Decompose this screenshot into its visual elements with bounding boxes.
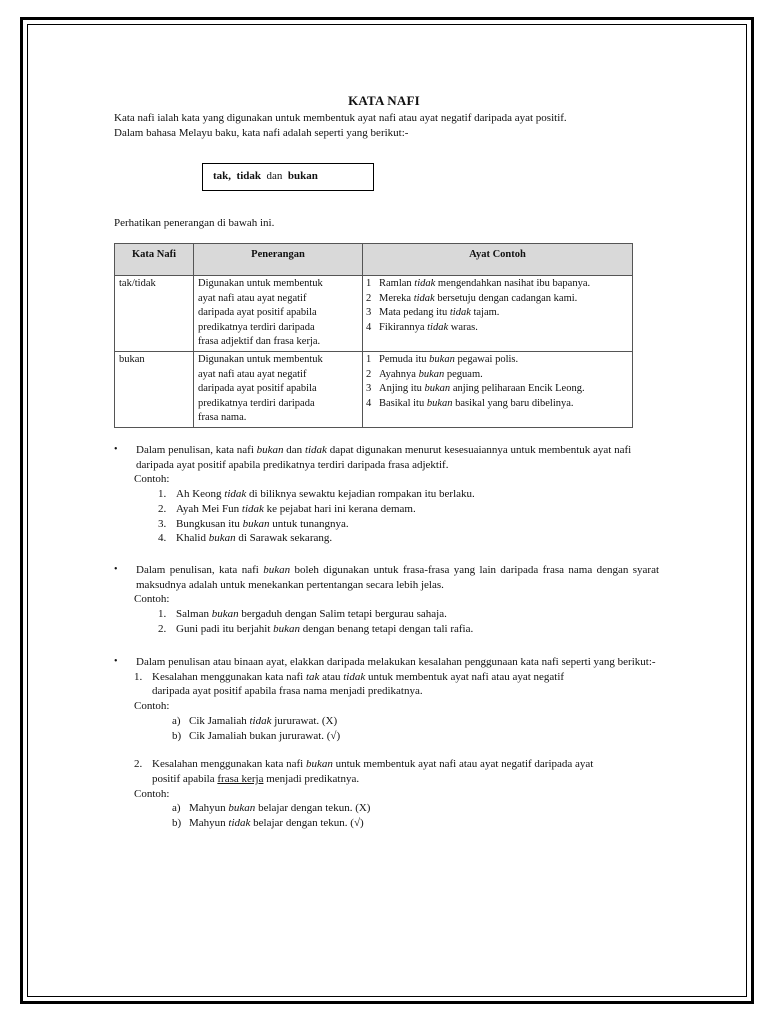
example-item xyxy=(366,368,628,383)
cell-kata: tak/tidak xyxy=(115,276,194,352)
penerangan-line: Digunakan untuk membentuk xyxy=(198,353,323,365)
penerangan-line: ayat nafi atau ayat negatif xyxy=(198,292,307,304)
list-item: a) Mahyun bukan belajar dengan tekun. (X) xyxy=(172,802,371,815)
example-list xyxy=(114,801,659,830)
example-list xyxy=(114,607,659,636)
error-rule-1 xyxy=(114,670,659,699)
example-number: 4 xyxy=(366,397,372,409)
keyword-connector: dan xyxy=(266,170,283,182)
list-item: 2. Guni padi itu berjahit bukan dengan benang tetapi dengan tali rafia. xyxy=(158,622,474,635)
section-2 xyxy=(114,563,659,637)
contoh-label: Contoh: xyxy=(134,593,170,606)
rule-number: 1. xyxy=(134,670,143,683)
bullet-text: Dalam penulisan, kata nafi bukan dan tidak dapat digunakan menurut kesesuaiannya untuk membentuk ayat nafi daripada ayat positif apabila predikatnya terdiri daripada frasa adjektif. xyxy=(136,444,632,471)
example-item xyxy=(366,397,628,412)
example-list xyxy=(114,714,659,743)
bullet-paragraph xyxy=(114,443,659,472)
example-number: 1 xyxy=(366,353,372,365)
table-row xyxy=(115,276,633,352)
intro-paragraph xyxy=(114,111,674,141)
keyword-bukan: bukan xyxy=(287,170,318,182)
cell-contoh xyxy=(363,276,633,352)
list-item: 3. Bungkusan itu bukan untuk tunangnya. xyxy=(158,517,349,530)
bullet-text: Dalam penulisan, kata nafi bukan boleh digunakan untuk frasa-frasa yang lain daripada frasa nama dengan syarat maksudnya adalah untuk menekankan pertentangan secara lebih jelas. xyxy=(136,564,660,591)
header-ayat-contoh: Ayat Contoh xyxy=(363,244,633,276)
contoh-label: Contoh: xyxy=(134,700,170,713)
example-number: 3 xyxy=(366,307,372,319)
example-number: 1 xyxy=(366,278,372,289)
section-3 xyxy=(114,655,659,831)
example-text: Ayahnya bukan peguam. xyxy=(379,368,483,380)
list-item: 1. Ah Keong tidak di biliknya sewaktu kejadian rompakan itu berlaku. xyxy=(158,488,475,501)
table-header-row xyxy=(115,244,633,276)
intro-line-2: Dalam bahasa Melayu baku, kata nafi adalah seperti yang berikut:- xyxy=(114,127,409,139)
header-penerangan: Penerangan xyxy=(194,244,363,276)
list-item: 4. Khalid bukan di Sarawak sekarang. xyxy=(158,532,333,545)
cell-kata: bukan xyxy=(115,351,194,427)
error-rule-2 xyxy=(114,757,659,786)
list-item: 2. Ayah Mei Fun tidak ke pejabat hari ini kerana demam. xyxy=(158,502,416,515)
list-item: 1. Salman bukan bergaduh dengan Salim tetapi bergurau sahaja. xyxy=(158,608,447,621)
rule-text: Kesalahan menggunakan kata nafi tak atau tidak untuk membentuk ayat nafi atau ayat negatif daripada ayat positif apabila frasa nama menjadi predikatnya. xyxy=(152,670,565,698)
penerangan-line: frasa adjektif dan frasa kerja. xyxy=(198,336,321,348)
keyword-box xyxy=(202,163,374,191)
example-text: Pemuda itu bukan pegawai polis. xyxy=(379,353,519,365)
example-item xyxy=(366,292,628,307)
bullet-icon: • xyxy=(114,444,118,455)
bullet-icon: • xyxy=(114,656,118,667)
penerangan-line: ayat nafi atau ayat negatif xyxy=(198,368,307,380)
example-item xyxy=(366,306,628,321)
example-item xyxy=(366,382,628,397)
example-text: Basikal itu bukan basikal yang baru dibelinya. xyxy=(379,397,574,409)
example-number: 3 xyxy=(366,383,372,395)
cell-penerangan xyxy=(194,351,363,427)
kata-nafi-table xyxy=(114,243,633,428)
table-row xyxy=(115,351,633,427)
example-number: 2 xyxy=(366,292,372,304)
bullet-paragraph xyxy=(114,655,659,670)
rule-text: Kesalahan menggunakan kata nafi bukan untuk membentuk ayat nafi atau ayat negatif daripada ayat positif apabila frasa kerja menjadi predikatnya. xyxy=(152,758,594,785)
list-item: b) Mahyun tidak belajar dengan tekun. (√) xyxy=(172,817,364,830)
example-item xyxy=(366,353,628,368)
list-item: a) Cik Jamaliah tidak jururawat. (X) xyxy=(172,714,338,727)
intro-line-1: Kata nafi ialah kata yang digunakan untuk membentuk ayat nafi atau ayat negatif daripada ayat positif. xyxy=(114,112,567,124)
list-item: b) Cik Jamaliah bukan jururawat. (√) xyxy=(172,729,341,742)
example-number: 2 xyxy=(366,368,372,380)
example-item xyxy=(366,321,628,336)
example-text: Ramlan tidak mengendahkan nasihat ibu bapanya. xyxy=(379,278,591,289)
keyword-tidak: tidak xyxy=(236,170,261,182)
penerangan-line: frasa nama. xyxy=(198,412,247,424)
example-text: Mereka tidak bersetuju dengan cadangan kami. xyxy=(379,292,578,304)
section-1 xyxy=(114,443,659,546)
contoh-label: Contoh: xyxy=(134,473,170,486)
penerangan-line: daripada ayat positif apabila xyxy=(198,307,317,319)
example-item xyxy=(366,277,628,292)
penerangan-line: predikatnya terdiri daripada xyxy=(198,397,315,409)
header-kata-nafi: Kata Nafi xyxy=(115,244,194,276)
page-title: KATA NAFI xyxy=(348,93,420,108)
example-list xyxy=(114,487,659,546)
example-number: 4 xyxy=(366,321,372,333)
cell-penerangan xyxy=(194,276,363,352)
penerangan-line: daripada ayat positif apabila xyxy=(198,383,317,395)
example-text: Fikirannya tidak waras. xyxy=(379,321,478,333)
contoh-label: Contoh: xyxy=(134,787,170,800)
lead-text: Perhatikan penerangan di bawah ini. xyxy=(114,217,275,229)
example-text: Mata pedang itu tidak tajam. xyxy=(379,307,500,319)
example-text: Anjing itu bukan anjing peliharaan Encik Leong. xyxy=(379,383,585,395)
bullet-paragraph xyxy=(114,563,659,592)
bullet-text: Dalam penulisan atau binaan ayat, elakkan daripada melakukan kesalahan penggunaan kata nafi seperti yang berikut:- xyxy=(136,656,656,668)
rule-number: 2. xyxy=(134,758,143,771)
penerangan-line: predikatnya terdiri daripada xyxy=(198,321,315,333)
penerangan-line: Digunakan untuk membentuk xyxy=(198,278,323,289)
keyword-tak: tak, xyxy=(213,170,232,182)
cell-contoh xyxy=(363,351,633,427)
bullet-icon: • xyxy=(114,564,118,575)
